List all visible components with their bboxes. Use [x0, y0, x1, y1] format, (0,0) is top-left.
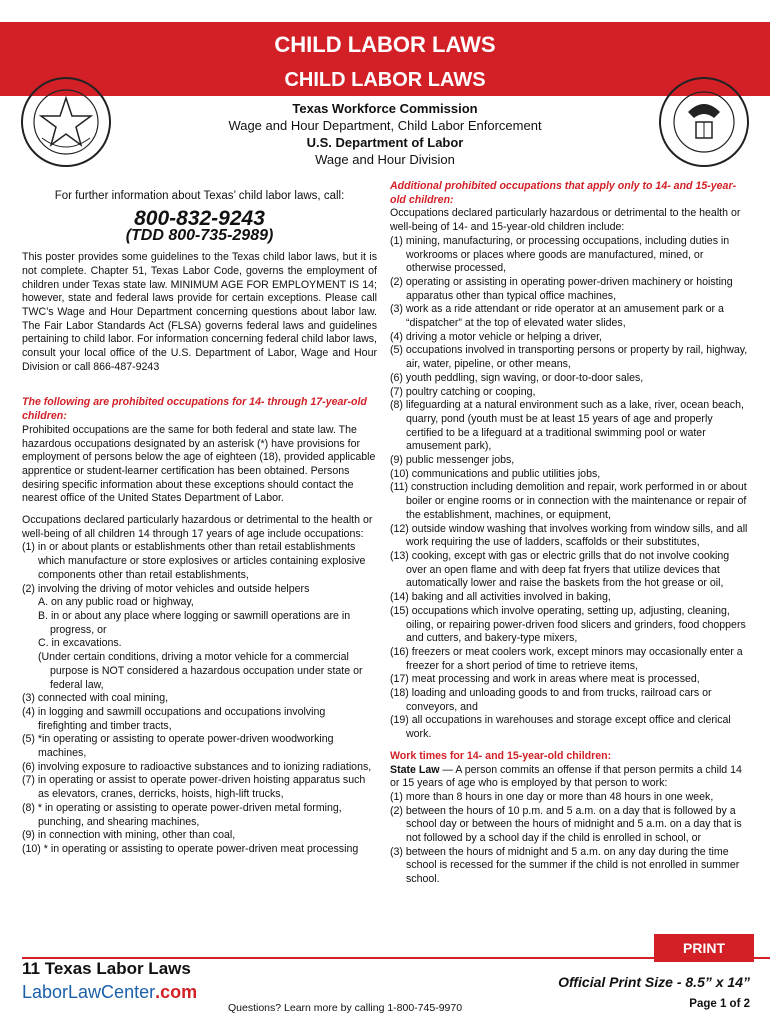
list-item: (3) work as a ride attendant or ride operator at an amusement park or a “dispatcher” at the top of elevated water slides, — [390, 303, 724, 330]
right-column — [390, 180, 750, 887]
official-print-size: Official Print Size - 8.5” x 14” — [558, 974, 750, 990]
list-item: (12) outside window washing that involves working from window sills, and all work requiring the use of ladders, scaffolds or their substitutes, — [390, 522, 748, 549]
logo-text: LaborLawCenter — [22, 982, 156, 1002]
print-button[interactable]: PRINT — [654, 934, 754, 962]
logo-suffix: .com — [155, 982, 198, 1002]
federal-division: Wage and Hour Division — [315, 152, 455, 167]
list-item: (10) * in operating or assisting to operate power-driven meat processing — [22, 842, 359, 855]
intro-paragraph: This poster provides some guidelines to the Texas child labor laws, but it is not complete. Chapter 51, Texas Labor Code, governs the employment of children under Texas state law. MINIMUM AGE FOR EMPLOYMENT IS 14; however, state and federal laws provide for certain exceptions. Please call TWC’s Wage and Hour Department concerning questions about labor law. The Fair Labor Standards Act (FLSA) governs federal laws and guidelines pertaining to child labor. For information concerning federal child labor laws, consult your local office of the U.S. Department of Labor, Wage and Hour Division or call 866-487-9243 — [22, 251, 377, 373]
state-law-label: State Law — [390, 763, 440, 776]
list-item: (19) all occupations in warehouses and storage except office and clerical work. — [390, 714, 731, 741]
additional-intro: Occupations declared particularly hazardous or detrimental to the health or well-being of 14- and 15-year-old children include: — [390, 207, 741, 234]
list-item: (6) youth peddling, sign waving, or door-to-door sales, — [390, 371, 644, 384]
list-item: (9) in connection with mining, other than coal, — [22, 829, 236, 842]
list-item: (15) occupations which involve operating, setting up, adjusting, cleaning, oiling, or repairing power-driven food slicers and grinders, food choppers and cutters, and bakery-type mixers, — [390, 604, 746, 645]
work-times-heading: Work times for 14- and 15-year-old children: — [390, 749, 612, 762]
list-item: (7) in operating or assist to operate power-driven hoisting apparatus such as elevators, cranes, derricks, hoists, high-lift trucks, — [22, 774, 366, 801]
questions-line: Questions? Learn more by calling 1-800-745-9970 — [228, 1002, 463, 1014]
additional-heading: Additional prohibited occupations that apply only to 14- and 15-year-old children: — [390, 180, 737, 206]
list-item: (1) more than 8 hours in one day or more than 48 hours in one week, — [390, 790, 714, 803]
list-item: (3) between the hours of midnight and 5 a.m. on any day during the time school is recessed for the summer if the child is not enrolled in summer school. — [390, 845, 740, 886]
list-item: (10) communications and public utilities jobs, — [390, 467, 601, 480]
list-item: (4) driving a motor vehicle or helping a driver, — [390, 330, 602, 343]
agency-name: Texas Workforce Commission — [292, 101, 478, 116]
list-item: (6) involving exposure to radioactive substances and to ionizing radiations, — [22, 760, 372, 773]
list-item: (9) public messenger jobs, — [390, 454, 515, 467]
list-item: (8) * in operating or assisting to operate power-driven metal forming, punching, and shearing machines, — [22, 801, 342, 828]
list-item: (7) poultry catching or cooping, — [390, 385, 536, 398]
page-indicator: Page 1 of 2 — [689, 998, 750, 1010]
list-item: (1) in or about plants or establishments other than retail establishments which manufacture or store explosives or articles containing explosive components other than retail establishments, — [22, 541, 366, 581]
federal-agency: U.S. Department of Labor — [306, 135, 464, 150]
laborlawcenter-logo[interactable] — [22, 982, 197, 1003]
header-block — [150, 100, 620, 168]
list-item: (2) operating or assisting in operating power-driven machinery or hoisting apparatus other than typical office machines, — [390, 275, 733, 302]
tdd-number: (TDD 800-735-2989) — [125, 227, 274, 245]
poster-title: CHILD LABOR LAWS — [0, 68, 770, 96]
top-banner — [0, 22, 770, 68]
list-item: (5) *in operating or assisting to operate power-driven woodworking machines, — [22, 733, 334, 760]
sub-list-item: A. on any public road or highway, — [38, 596, 194, 609]
agency-dept: Wage and Hour Department, Child Labor Enforcement — [228, 118, 542, 133]
left-column — [22, 190, 377, 857]
list-item: (18) loading and unloading goods to and from trucks, railroad cars or conveyors, and — [390, 687, 712, 713]
call-intro: For further information about Texas’ child labor laws, call: — [54, 190, 345, 202]
list-item: (13) cooking, except with gas or electric grills that do not involve cooking over an open flame and with deep fat fryers that utilize devices that automatically lower and raise the baskets from the hot grease or oil, — [390, 549, 730, 590]
department-of-labor-seal-icon — [658, 76, 750, 168]
list-item: (11) construction including demolition and repair, work performed in or about boiler or engine rooms or in connection with the maintenance or repair of the establishment, machines, or equipment, — [390, 481, 747, 521]
texas-state-seal-icon — [20, 76, 112, 168]
list-item: (3) connected with coal mining, — [22, 692, 169, 705]
occupations-paragraph: Occupations declared particularly hazardous or detrimental to the health or well-being of all children 14 through 17 years of age include occupations: — [22, 514, 373, 540]
state-law-paragraph — [390, 764, 750, 791]
list-item: (4) in logging and sawmill occupations and occupations involving firefighting and timber tracts, — [22, 705, 326, 732]
phone-number: 800-832-9243 — [134, 206, 265, 230]
list-item: (8) lifeguarding at a natural environment such as a lake, river, ocean beach, quarry, pond (youth must be at least 15 years of age and properly certified to be a lifeguard at a traditional swimming pool or water amusement park), — [390, 399, 744, 453]
list-item: (2) involving the driving of motor vehicles and outside helpers — [22, 582, 310, 595]
list-item: (5) occupations involved in transporting persons or property by rail, highway, air, water, pipeline, or other means, — [390, 344, 748, 371]
prohibited-paragraph: Prohibited occupations are the same for both federal and state law. The hazardous occupations designated by an asterisk (*) have provisions for employment of persons below the age of eighteen (18), provided applicable apprentice or student-learner certification has been obtained. Persons desiring specific information about these exceptions should contact the nearest office of the United States Department of Labor. — [22, 423, 376, 505]
list-item: (17) meat processing and work in areas where meat is processed, — [390, 673, 700, 686]
footer-title: 11 Texas Labor Laws — [22, 959, 191, 978]
state-law-text: — A person commits an offense if that person permits a child 14 or 15 years of age who is employed by that person to work: — [390, 763, 742, 790]
sub-list-item: B. in or about any place where logging or sawmill operations are in progress, or — [38, 609, 351, 636]
prohibited-heading: The following are prohibited occupations for 14- through 17-year-old children: — [22, 396, 367, 423]
list-item: (1) mining, manufacturing, or processing occupations, including duties in workrooms or places where goods are manufactured, mined, or otherwise processed, — [390, 234, 730, 275]
banner-title: CHILD LABOR LAWS — [274, 32, 496, 57]
sub-list-item: (Under certain conditions, driving a motor vehicle for a commercial purpose is NOT considered a hazardous occupation under state or federal law, — [38, 651, 363, 691]
sub-list-item: C. in excavations. — [38, 637, 122, 650]
list-item: (16) freezers or meat coolers work, except minors may occasionally enter a freezer for a short period of time to retrieve items, — [390, 645, 743, 672]
list-item: (2) between the hours of 10 p.m. and 5 a.m. on a day that is followed by a school day or between the hours of midnight and 5 a.m. on a day that is not followed by a school day if the child is enrolled in school, or — [390, 804, 742, 845]
list-item: (14) baking and all activities involved in baking, — [390, 591, 611, 604]
